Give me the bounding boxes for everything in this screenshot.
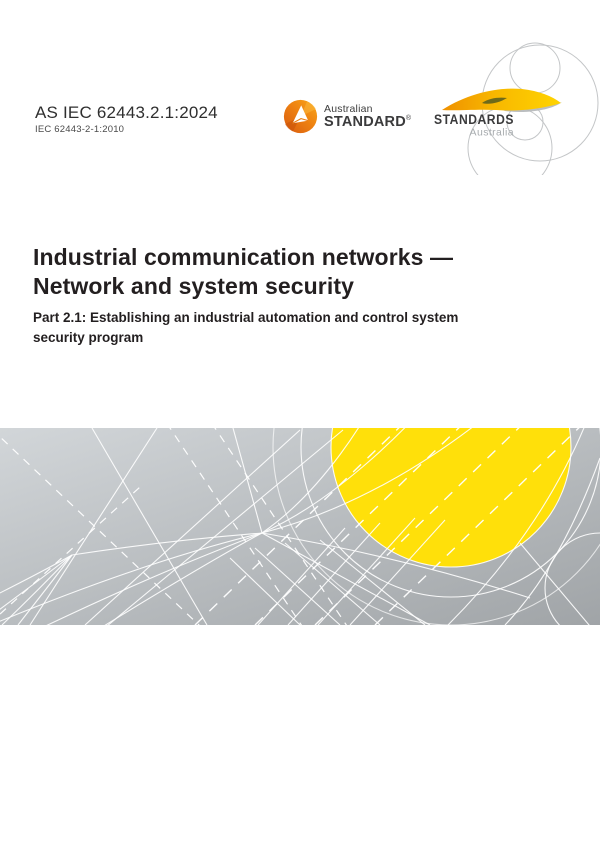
standards-australia-swoosh-icon <box>442 89 562 112</box>
australian-standard-ball-icon <box>283 99 318 134</box>
registered-trademark-symbol: ® <box>405 115 412 123</box>
australian-standard-wordmark <box>324 104 411 130</box>
base-standard-code: IEC 62443-2-1:2010 <box>35 124 125 135</box>
cover-art-banner <box>0 428 600 625</box>
document-codes <box>35 103 218 135</box>
australian-standard-name-top: Australian <box>324 102 373 115</box>
title-block <box>33 243 573 301</box>
standards-australia-logo <box>425 40 600 175</box>
standard-code: AS IEC 62443.2.1:2024 <box>35 103 218 122</box>
document-title: Industrial communication networks — Network and system security <box>33 244 454 299</box>
document-subtitle: Part 2.1: Establishing an industrial automation and control system security program <box>33 310 459 345</box>
standards-australia-name-bottom: Australia <box>469 126 514 139</box>
australian-standard-logo <box>283 99 411 134</box>
australian-standard-name-bottom: STANDARD® <box>324 114 412 130</box>
standards-australia-name-top: STANDARDS <box>434 112 514 127</box>
geometric-cover-art <box>0 428 600 625</box>
